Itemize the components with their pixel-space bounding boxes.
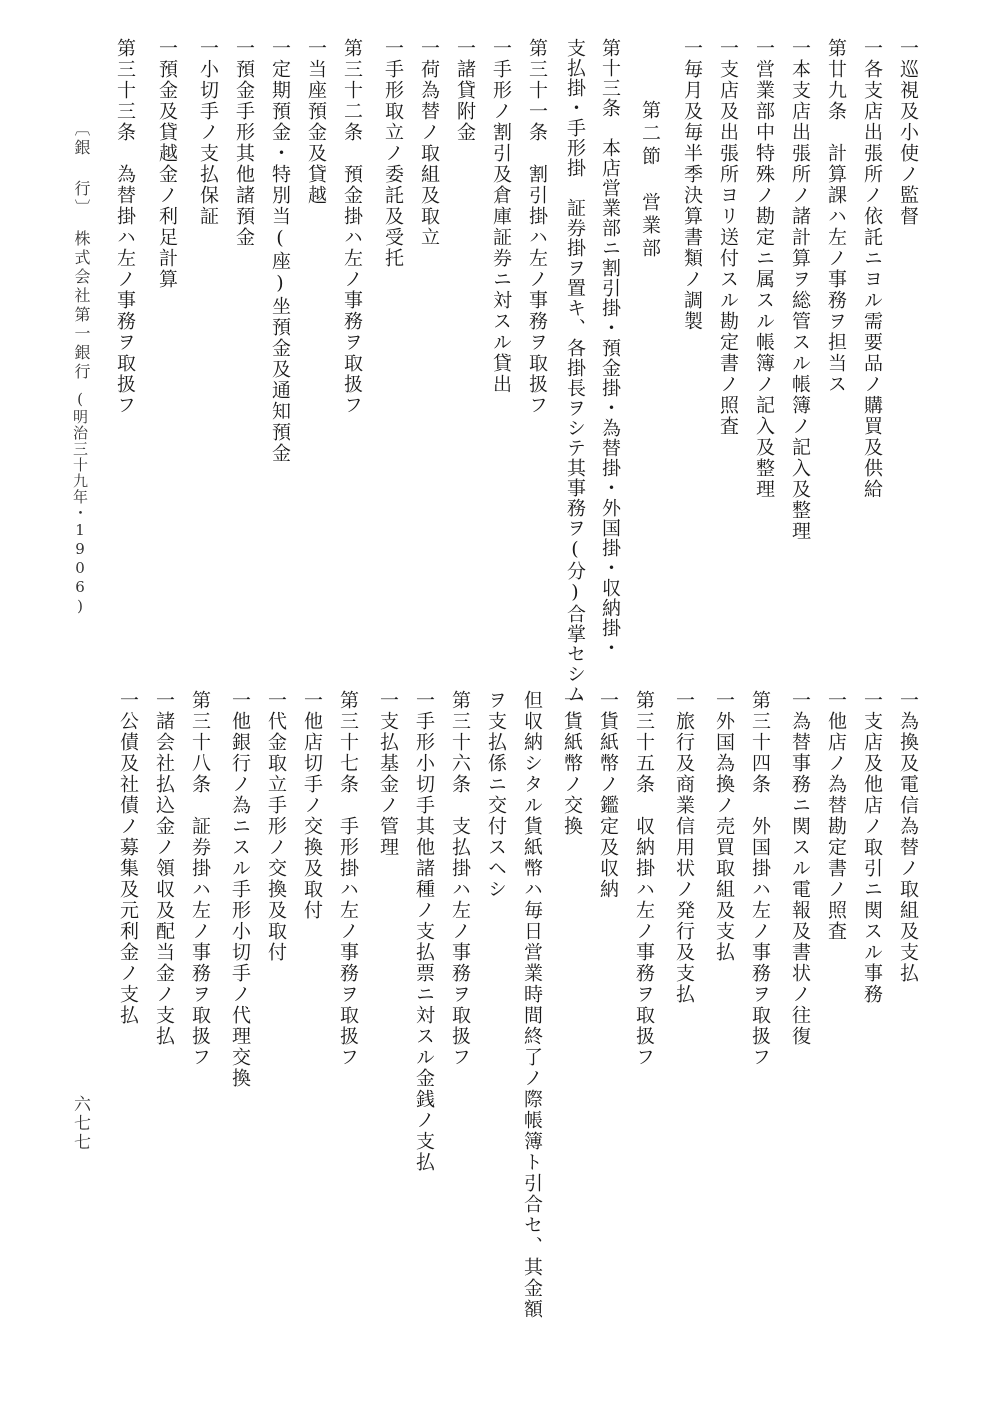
text-line: 一支払基金ノ管理 — [377, 690, 399, 858]
text-line: 一旅行及商業信用状ノ発行及支払 — [673, 690, 695, 1005]
text-line: 一小切手ノ支払保証 — [197, 38, 219, 227]
page-number: 六七七 — [70, 1095, 90, 1152]
article-heading: 第三十三条 為替掛ハ左ノ事務ヲ取扱フ — [114, 38, 136, 416]
text-line: 一公債及社債ノ募集及元利金ノ支払 — [117, 690, 139, 1026]
text-line: 一他銀行ノ為ニスル手形小切手ノ代理交換 — [229, 690, 251, 1089]
article-heading: 第廿九条 計算課ハ左ノ事務ヲ担当ス — [825, 38, 847, 395]
article-heading: 第三十六条 支払掛ハ左ノ事務ヲ取扱フ — [449, 690, 471, 1068]
text-line: 一代金取立手形ノ交換及取付 — [265, 690, 287, 963]
text-line: 一預金手形其他諸預金 — [233, 38, 255, 248]
article-heading: 第三十四条 外国掛ハ左ノ事務ヲ取扱フ — [749, 690, 771, 1068]
article-heading: 第十三条 本店営業部ニ割引掛・預金掛・為替掛・外国掛・収納掛・ — [599, 38, 621, 658]
text-line: 一他店切手ノ交換及取付 — [301, 690, 323, 921]
text-line: 一支店及出張所ヨリ送付スル勘定書ノ照査 — [717, 38, 739, 437]
footer-category-label: 〔銀 行〕 — [72, 120, 91, 218]
text-line: 一外国為換ノ売買取組及支払 — [713, 690, 735, 963]
article-heading: 第三十八条 証券掛ハ左ノ事務ヲ取扱フ — [189, 690, 211, 1068]
text-line: 一定期預金・特別当(座)坐預金及通知預金 — [269, 38, 291, 464]
section-heading: 第二節 営業部 — [639, 100, 661, 261]
text-line: 一手形小切手其他諸種ノ支払票ニ対スル金銭ノ支払 — [413, 690, 435, 1173]
text-line: 一毎月及毎半季決算書類ノ調製 — [681, 38, 703, 332]
text-line: 一荷為替ノ取組及取立 — [418, 38, 440, 248]
text-line: 一本支店出張所ノ諸計算ヲ総管スル帳簿ノ記入及整理 — [789, 38, 811, 542]
text-line: 一預金及貸越金ノ利足計算 — [156, 38, 178, 290]
text-line: 一他店ノ為替勘定書ノ照査 — [825, 690, 847, 942]
text-line: 一諸貸附金 — [454, 38, 476, 143]
article-heading: 第三十五条 収納掛ハ左ノ事務ヲ取扱フ — [633, 690, 655, 1068]
text-line: 一各支店出張所ノ依託ニヨル需要品ノ購買及供給 — [861, 38, 883, 500]
text-line: ヲ支払係ニ交付スヘシ — [485, 690, 507, 900]
text-line: 但収納シタル貨紙幣ハ毎日営業時間終了ノ際帳簿ト引合セ、其金額 — [521, 690, 543, 1320]
article-heading: 第三十一条 割引掛ハ左ノ事務ヲ取扱フ — [526, 38, 548, 416]
text-line: 一巡視及小使ノ監督 — [897, 38, 919, 227]
footer-era-label: (明治三十九年・1906) — [71, 390, 89, 616]
text-line: 支払掛・手形掛 証券掛ヲ置キ、各掛長ヲシテ其事務ヲ(分)合掌セシム — [564, 38, 586, 704]
text-line: 一貨紙幣ノ鑑定及収納 — [597, 690, 619, 900]
text-line: 一諸会社払込金ノ領収及配当金ノ支払 — [153, 690, 175, 1047]
footer-document-title: 株式会社第一銀行 — [72, 230, 91, 382]
text-line: 一為換及電信為替ノ取組及支払 — [897, 690, 919, 984]
text-line: 一当座預金及貸越 — [305, 38, 327, 206]
article-heading: 第三十二条 預金掛ハ左ノ事務ヲ取扱フ — [341, 38, 363, 416]
text-line: 一貨紙幣ノ交換 — [561, 690, 583, 837]
text-line: 一為替事務ニ関スル電報及書状ノ往復 — [789, 690, 811, 1047]
text-line: 一手形取立ノ委託及受托 — [382, 38, 404, 269]
text-line: 一支店及他店ノ取引ニ関スル事務 — [861, 690, 883, 1005]
text-line: 一営業部中特殊ノ勘定ニ属スル帳簿ノ記入及整理 — [753, 38, 775, 500]
article-heading: 第三十七条 手形掛ハ左ノ事務ヲ取扱フ — [337, 690, 359, 1068]
text-line: 一手形ノ割引及倉庫証券ニ対スル貸出 — [490, 38, 512, 395]
